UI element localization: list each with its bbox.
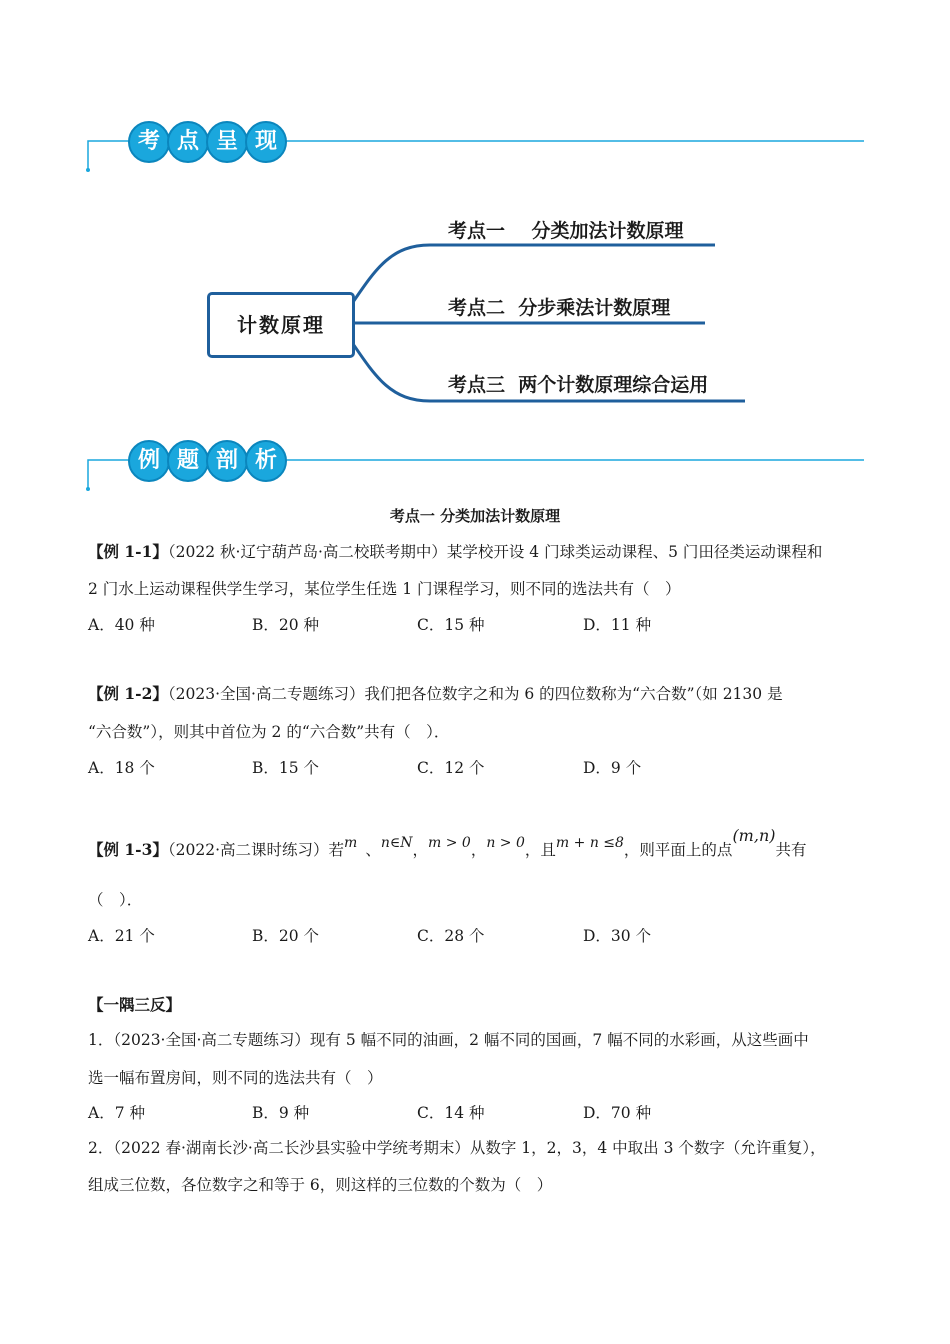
math-m-gt-0: m > 0 [427, 835, 471, 851]
practice-q2-line1: 2．（2022 春·湖南长沙·高二长沙县实验中学统考期末）从数字 1，2，3，4 中取出 3 个数字（允许重复）， [88, 1139, 826, 1157]
option-a: A．18 个 [88, 759, 155, 777]
banner-char: 剖 [206, 440, 248, 482]
example-text: ，则平面上的点 [623, 841, 733, 859]
example-text: 共有 [775, 841, 807, 859]
practice-q1-line1: 1．（2023·全国·高二专题练习）现有 5 幅不同的油画，2 幅不同的国画，7 幅不同的水彩画，从这些画中 [88, 1031, 809, 1049]
separator: ， [412, 841, 428, 859]
option-b: B．15 个 [252, 759, 320, 777]
banner-char: 析 [245, 440, 287, 482]
math-point-mn: (m,n) [732, 826, 776, 845]
option-b: B．9 种 [252, 1104, 310, 1122]
option-d: D．30 个 [583, 927, 652, 945]
banner-char: 题 [167, 440, 209, 482]
mindmap-root: 计数原理 [207, 292, 355, 358]
practice-heading: 【一隅三反】 [88, 995, 182, 1014]
example-text: ，且 [524, 841, 556, 859]
example-tag: 【例 1-1】 [88, 542, 168, 561]
example-1-3-line2: （ ）． [88, 891, 143, 909]
option-d: D．11 种 [583, 616, 652, 634]
mindmap-branch-2: 考点二 分步乘法计数原理 [448, 297, 671, 319]
math-m-plus-n-le-8: m + n ≤8 [555, 835, 624, 851]
option-c: C．12 个 [417, 759, 485, 777]
option-c: C．15 种 [417, 616, 485, 634]
option-a: A．21 个 [88, 927, 155, 945]
separator: 、 [365, 841, 381, 859]
section-title: 考点一 分类加法计数原理 [389, 507, 561, 525]
example-tag: 【例 1-2】 [88, 684, 168, 703]
example-1-1-line2: 2 门水上运动课程供学生学习，某位学生任选 1 门课程学习，则不同的选法共有（ ） [88, 580, 681, 598]
option-c: C．28 个 [417, 927, 485, 945]
example-1-1-line1 [88, 540, 822, 562]
math-n-gt-0: n > 0 [486, 835, 525, 851]
example-text: （2022 秋·辽宁葫芦岛·高二校联考期中）某学校开设 4 门球类运动课程、5 门田径类运动课程和 [167, 543, 823, 561]
practice-q2-line2: 组成三位数，各位数字之和等于 6，则这样的三位数的个数为（ ） [88, 1176, 553, 1194]
option-b: B．20 种 [252, 616, 320, 634]
example-1-2-line2: “六合数”），则其中首位为 2 的“六合数”共有（ ）． [88, 723, 450, 741]
math-m: m [344, 835, 358, 851]
separator: ， [470, 841, 487, 859]
option-c: C．14 种 [417, 1104, 485, 1122]
mindmap-branch-3: 考点三 两个计数原理综合运用 [448, 374, 709, 396]
example-1-2-line1 [88, 682, 783, 704]
banner-char: 考 [128, 121, 170, 163]
banner-char: 现 [245, 121, 287, 163]
practice-q1-line2: 选一幅布置房间，则不同的选法共有（ ） [88, 1069, 383, 1087]
math-n-in-n: n∈N [380, 835, 413, 851]
banner-char: 例 [128, 440, 170, 482]
option-a: A．7 种 [88, 1104, 145, 1122]
example-1-3-line1 [88, 826, 807, 860]
example-text: （2023·全国·高二专题练习）我们把各位数字之和为 6 的四位数称为“六合数”（如 2130 是 [167, 685, 783, 703]
banner-char: 点 [167, 121, 209, 163]
example-text: （2022·高二课时练习）若 [167, 841, 345, 859]
option-a: A．40 种 [88, 616, 155, 634]
option-b: B．20 个 [252, 927, 320, 945]
banner-char: 呈 [206, 121, 248, 163]
option-d: D．9 个 [583, 759, 642, 777]
mindmap-branch-1: 考点一 分类加法计数原理 [448, 220, 684, 242]
option-d: D．70 种 [583, 1104, 652, 1122]
example-tag: 【例 1-3】 [88, 840, 168, 859]
